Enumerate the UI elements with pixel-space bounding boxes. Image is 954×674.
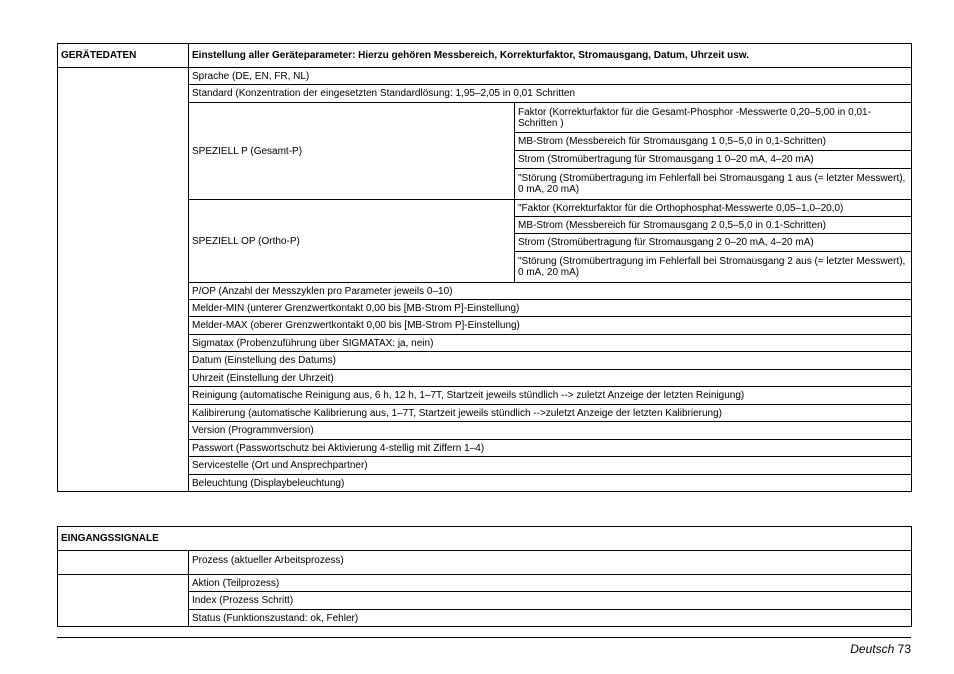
row-pop: P/OP (Anzahl der Messzyklen pro Parameter jeweils 0–10) xyxy=(189,283,912,300)
row-sprache: Sprache (DE, EN, FR, NL) xyxy=(189,68,912,85)
row-uhrzeit: Uhrzeit (Einstellung der Uhrzeit) xyxy=(189,370,912,387)
speziell-op-faktor: "Faktor (Korrekturfaktor für die Orthophosphat-Messwerte 0,05–1,0–20,0) xyxy=(515,200,912,217)
row-version: Version (Programmversion) xyxy=(189,422,912,440)
row-melder-min: Melder-MIN (unterer Grenzwertkontakt 0,00 bis [MB-Strom P]-Einstellung) xyxy=(189,300,912,317)
eingangssignale-table xyxy=(57,526,912,627)
page-number: 73 xyxy=(897,642,911,656)
page-footer xyxy=(850,642,911,656)
row-standard: Standard (Konzentration der eingesetzten Standardlösung: 1,95–2,05 in 0,01 Schritten xyxy=(189,85,912,103)
speziell-op-strom: Strom (Stromübertragung für Stromausgang 2 0–20 mA, 4–20 mA) xyxy=(515,234,912,252)
row-kalibrierung: Kalibirerung (automatische Kalibrierung aus, 1–7T, Startzeit jeweils stündlich -->zuletzt Anzeige der letzten Kalibrierung) xyxy=(189,405,912,422)
footer-rule xyxy=(57,637,911,638)
row-aktion: Aktion (Teilprozess) xyxy=(189,575,912,592)
row-index: Index (Prozess Schritt) xyxy=(189,592,912,610)
speziell-p-strom: Strom (Stromübertragung für Stromausgang 1 0–20 mA, 4–20 mA) xyxy=(515,151,912,169)
footer-language: Deutsch xyxy=(850,642,895,656)
eingangssignale-title: EINGANGSSIGNALE xyxy=(58,527,912,551)
row-datum: Datum (Einstellung des Datums) xyxy=(189,352,912,370)
row-status: Status (Funktionszustand: ok, Fehler) xyxy=(189,610,912,627)
row-sigmatax: Sigmatax (Probenzuführung über SIGMATAX: ja, nein) xyxy=(189,335,912,352)
row-passwort: Passwort (Passwortschutz bei Aktivierung 4-stellig mit Ziffern 1–4) xyxy=(189,440,912,457)
speziell-p-faktor: Faktor (Korrekturfaktor für die Gesamt-Phosphor -Messwerte 0,20–5,00 in 0,01-Schritten ) xyxy=(515,103,912,133)
eingangssignale-empty-cell xyxy=(58,575,189,627)
speziell-op-label: SPEZIELL OP (Ortho-P) xyxy=(189,200,515,283)
row-prozess: Prozess (aktueller Arbeitsprozess) xyxy=(189,551,912,575)
geraetedaten-description: Einstellung aller Geräteparameter: Hierzu gehören Messbereich, Korrekturfaktor, Stromausgang, Datum, Uhrzeit usw. xyxy=(189,44,912,68)
geraetedaten-empty-cell xyxy=(58,68,189,492)
eingangssignale-empty-cell xyxy=(58,551,189,575)
row-reinigung: Reinigung (automatische Reinigung aus, 6 h, 12 h, 1–7T, Startzeit jeweils stündlich --> zuletzt Anzeige der letzten Reinigung) xyxy=(189,387,912,405)
speziell-p-label: SPEZIELL P (Gesamt-P) xyxy=(189,103,515,200)
row-servicestelle: Servicestelle (Ort und Ansprechpartner) xyxy=(189,457,912,475)
row-beleuchtung: Beleuchtung (Displaybeleuchtung) xyxy=(189,475,912,492)
speziell-p-stoerung: "Störung (Stromübertragung im Fehlerfall bei Stromausgang 1 aus (= letzter Messwert), 0 mA, 20 mA) xyxy=(515,169,912,200)
speziell-p-mb-strom: MB-Strom (Messbereich für Stromausgang 1 0,5–5,0 in 0,1-Schritten) xyxy=(515,133,912,151)
speziell-op-stoerung: "Störung (Stromübertragung im Fehlerfall bei Stromausgang 2 aus (= letzter Messwert), 0 mA, 20 mA) xyxy=(515,252,912,283)
row-melder-max: Melder-MAX (oberer Grenzwertkontakt 0,00 bis [MB-Strom P]-Einstellung) xyxy=(189,317,912,335)
geraetedaten-table xyxy=(57,43,912,492)
geraetedaten-title: GERÄTEDATEN xyxy=(58,44,189,68)
speziell-op-mb-strom: MB-Strom (Messbereich für Stromausgang 2 0,5–5,0 in 0.1-Schritten) xyxy=(515,217,912,234)
